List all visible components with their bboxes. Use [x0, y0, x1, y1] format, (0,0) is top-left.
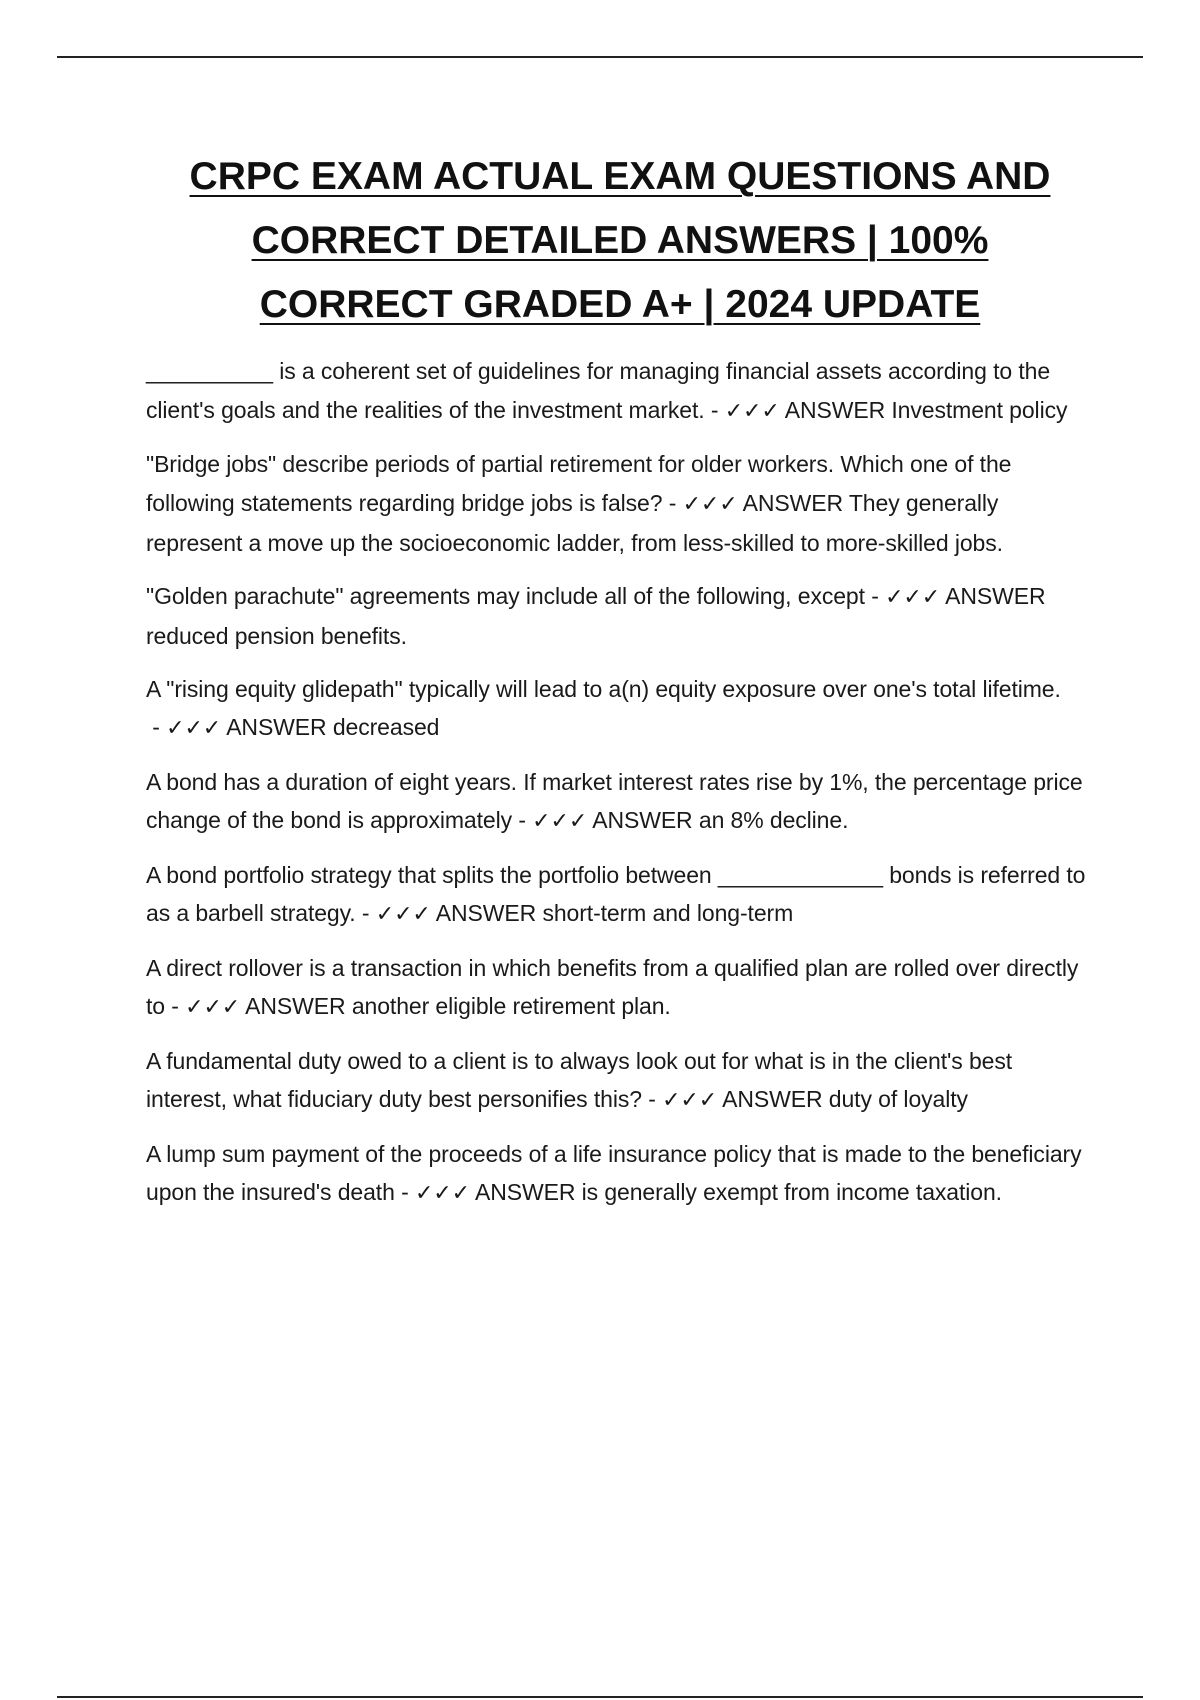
check-mark-icon: ✓✓✓: [185, 995, 241, 1020]
check-mark-icon: ✓✓✓: [166, 716, 222, 741]
question-text: "Golden parachute" agreements may include all of the following, except: [146, 582, 865, 609]
separator: -: [704, 396, 725, 423]
answer-label: ANSWER: [245, 993, 346, 1019]
title-line-3: CORRECT GRADED A+ | 2024 UPDATE: [259, 283, 981, 326]
answer-text: short-term and long-term: [542, 900, 794, 926]
question-text: A direct rollover is a transaction in which benefits from a qualified plan are rolled over directly to: [146, 954, 1079, 1019]
qa-item-8: [146, 1042, 1091, 1121]
check-mark-icon: ✓✓✓: [662, 1088, 718, 1113]
qa-item-5: [146, 763, 1091, 842]
qa-item-4: [146, 670, 1091, 749]
qa-item-1: [146, 352, 1091, 431]
answer-text: Investment policy: [891, 396, 1068, 423]
answer-text: They generally represent a move up the socioeconomic ladder, from less-skilled to more-skilled jobs.: [146, 489, 1003, 556]
title-line-1: CRPC EXAM ACTUAL EXAM QUESTIONS AND: [189, 155, 1051, 198]
answer-label: ANSWER: [226, 714, 327, 740]
check-mark-icon: ✓✓✓: [682, 491, 738, 517]
bottom-rule: [57, 1696, 1143, 1698]
answer-text: reduced pension benefits.: [146, 623, 407, 649]
qa-item-6: [146, 856, 1091, 935]
question-text: A fundamental duty owed to a client is to always look out for what is in the client's best interest, what fiduciary duty best personifies this?: [146, 1047, 1013, 1112]
separator: -: [394, 1179, 415, 1205]
answer-text: duty of loyalty: [828, 1086, 968, 1112]
answer-label: ANSWER: [592, 807, 693, 833]
check-mark-icon: ✓✓✓: [885, 584, 941, 610]
separator: -: [355, 900, 376, 926]
question-text: "Bridge jobs" describe periods of partial retirement for older workers. Which one of the following statements regarding bridge jobs is false?: [146, 451, 1012, 516]
answer-label: ANSWER: [784, 396, 886, 423]
separator: -: [662, 489, 683, 516]
title-line-2: CORRECT DETAILED ANSWERS | 100%: [251, 219, 989, 262]
separator: -: [146, 714, 167, 740]
separator: -: [512, 807, 533, 833]
question-text: A lump sum payment of the proceeds of a life insurance policy that is made to the beneficiary upon the insured's death: [146, 1140, 1082, 1205]
question-text: A bond has a duration of eight years. If market interest rates rise by 1%, the percentage price change of the bond is approximately: [146, 768, 1083, 833]
answer-text: decreased: [332, 714, 440, 740]
separator: -: [641, 1086, 663, 1112]
check-mark-icon: ✓✓✓: [532, 809, 588, 834]
question-text: A bond portfolio strategy that splits the portfolio between _____________ bonds is referred to as a barbell strategy.: [146, 861, 1086, 926]
check-mark-icon: ✓✓✓: [414, 1181, 470, 1206]
separator: -: [164, 993, 186, 1019]
qa-item-7: [146, 949, 1091, 1028]
page-title: [130, 145, 1110, 337]
check-mark-icon: ✓✓✓: [724, 398, 780, 424]
separator: -: [864, 582, 886, 609]
answer-label: ANSWER: [945, 582, 1046, 609]
question-text: __________ is a coherent set of guidelines for managing financial assets according to the client's goals and the realities of the investment market.: [146, 358, 1051, 423]
answer-label: ANSWER: [474, 1179, 576, 1205]
answer-text: another eligible retirement plan.: [351, 993, 671, 1019]
check-mark-icon: ✓✓✓: [375, 902, 431, 927]
top-rule: [57, 56, 1143, 58]
answer-label: ANSWER: [722, 1086, 823, 1112]
question-text: A "rising equity glidepath" typically will lead to a(n) equity exposure over one's total lifetime.: [146, 675, 1061, 702]
qa-item-3: [146, 577, 1091, 656]
answer-label: ANSWER: [435, 900, 537, 926]
qa-list: [146, 352, 1091, 1228]
answer-label: ANSWER: [742, 489, 843, 516]
qa-item-2: [146, 445, 1091, 563]
qa-item-9: [146, 1135, 1091, 1214]
answer-text: is generally exempt from income taxation.: [581, 1179, 1002, 1205]
answer-text: an 8% decline.: [698, 807, 849, 833]
